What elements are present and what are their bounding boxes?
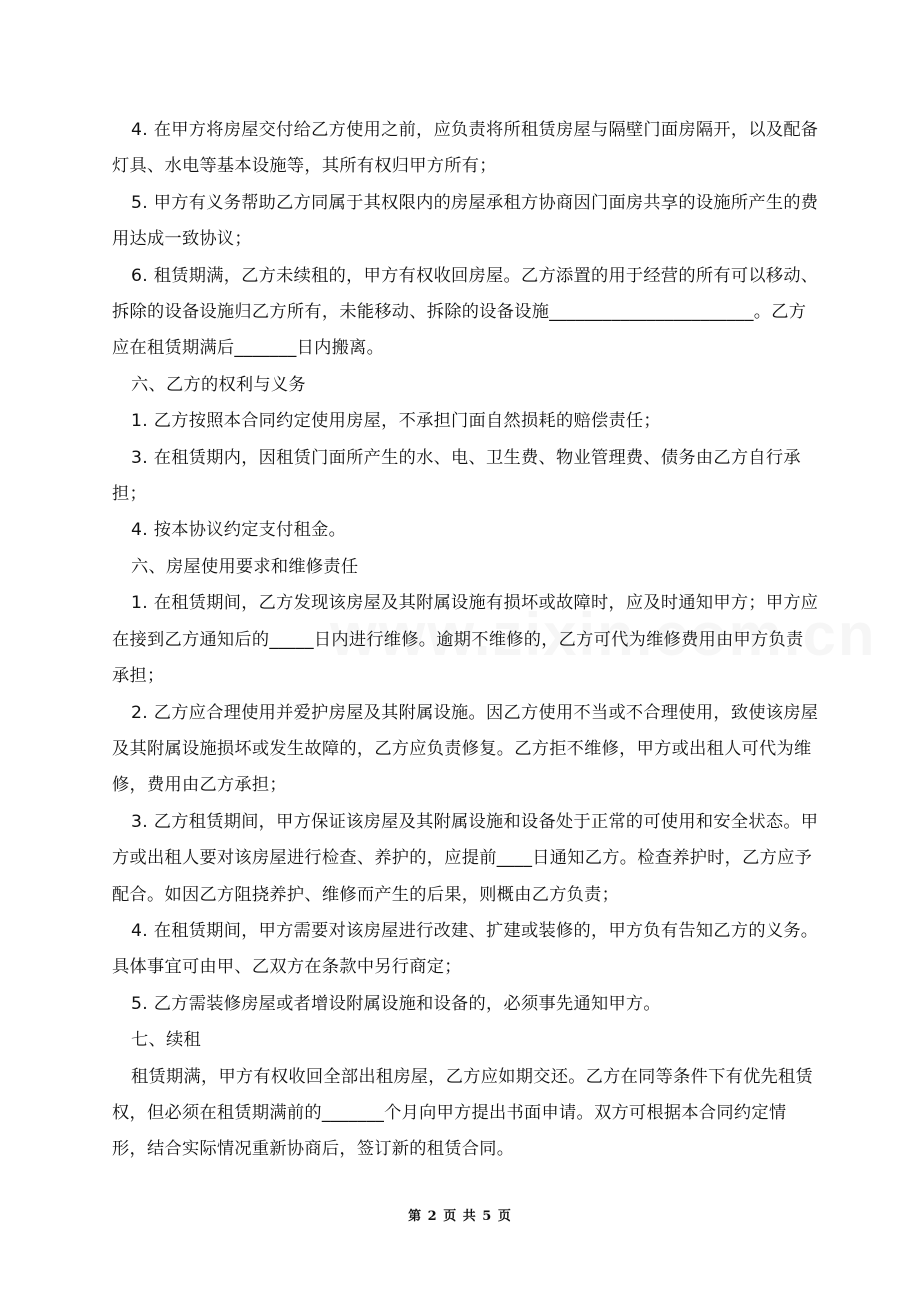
paragraph-maintenance-5: 5. 乙方需装修房屋或者增设附属设施和设备的，必须事先通知甲方。 xyxy=(131,993,661,1014)
document-body xyxy=(112,112,820,1168)
paragraph-tenant-3: 3. 在租赁期内，因租赁门面所产生的水、电、卫生费、物业管理费、债务由乙方自行承担； xyxy=(112,447,801,505)
paragraph-maintenance-2: 2. 乙方应合理使用并爱护房屋及其附属设施。因乙方使用不当或不合理使用，致使该房屋及其附属设施损坏或发生故障的，乙方应负责修复。乙方拒不维修，甲方或出租人可代为维修，费用由乙方承担； xyxy=(112,702,819,796)
section-heading-renewal: 七、续租 xyxy=(131,1030,201,1051)
paragraph-renewal: 租赁期满，甲方有权收回全部出租房屋，乙方应如期交还。乙方在同等条件下有优先租赁权，但必须在租赁期满前的_______个月向甲方提出书面申请。双方可根据本合同约定情形，结合实际情况重新协商后，签订新的租赁合同。 xyxy=(112,1066,814,1160)
paragraph-clause-4-delivery: 4. 在甲方将房屋交付给乙方使用之前，应负责将所租赁房屋与隔壁门面房隔开，以及配备灯具、水电等基本设施等，其所有权归甲方所有； xyxy=(112,120,819,177)
section-heading-usage-maintenance: 六、房屋使用要求和维修责任 xyxy=(131,556,359,577)
paragraph-maintenance-3: 3. 乙方租赁期间，甲方保证该房屋及其附属设施和设备处于正常的可使用和安全状态。甲方或出租人要对该房屋进行检查、养护的，应提前____日通知乙方。检查养护时，乙方应予配合。如因乙方阻挠养护、维修而产生的后果，则概由乙方负责； xyxy=(112,811,819,905)
paragraph-maintenance-1: 1. 在租赁期间，乙方发现该房屋及其附属设施有损坏或故障时，应及时通知甲方；甲方应在接到乙方通知后的_____日内进行维修。逾期不维修的，乙方可代为维修费用由甲方负责承担； xyxy=(112,593,819,687)
paragraph-tenant-4: 4. 按本协议约定支付租金。 xyxy=(131,520,347,541)
paragraph-clause-6-lease-expiry: 6. 租赁期满，乙方未续租的，甲方有权收回房屋。乙方添置的用于经营的所有可以移动、拆除的设备设施归乙方所有，未能移动、拆除的设备设施_______________________。乙方应在租赁期满后_______日内搬离。 xyxy=(112,265,819,359)
paragraph-maintenance-4: 4. 在租赁期间，甲方需要对该房屋进行改建、扩建或装修的，甲方负有告知乙方的义务。具体事宜可由甲、乙双方在条款中另行商定； xyxy=(112,920,819,978)
section-heading-tenant-rights: 六、乙方的权利与义务 xyxy=(131,374,306,395)
paragraph-clause-5-shared-facilities: 5. 甲方有义务帮助乙方同属于其权限内的房屋承租方协商因门面房共享的设施所产生的费用达成一致协议； xyxy=(112,192,819,250)
paragraph-tenant-1: 1. 乙方按照本合同约定使用房屋，不承担门面自然损耗的赔偿责任； xyxy=(131,411,661,432)
page-number-footer: 第 2 页 共 5 页 xyxy=(408,1209,512,1224)
